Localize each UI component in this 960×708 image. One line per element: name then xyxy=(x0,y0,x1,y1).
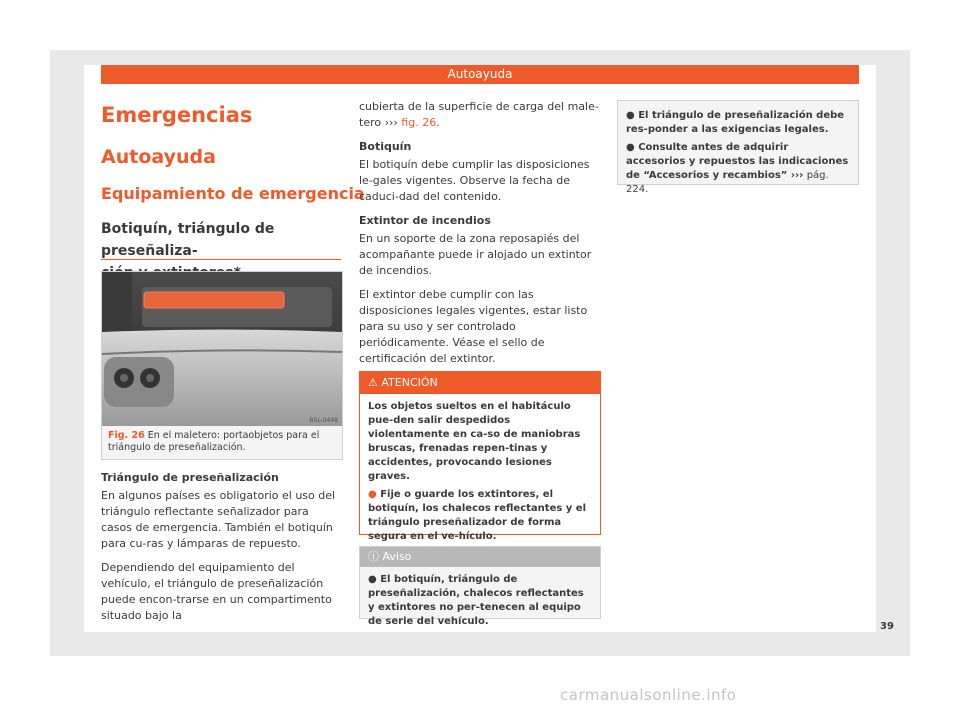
first-aid-text: El botiquín debe cumplir las disposiciones le-gales vigentes. Observe la fecha de caduci-dad del contenido. xyxy=(359,158,590,203)
warning-header xyxy=(360,372,600,394)
bullet-icon: ● xyxy=(368,574,377,585)
note-box xyxy=(359,546,601,627)
figure-label: Fig. 26 xyxy=(108,430,145,441)
column-1-body xyxy=(101,470,341,632)
ref-arrows: ››› xyxy=(384,116,398,129)
extinguisher-paragraph-2: El extintor debe cumplir con las disposiciones legales vigentes, estar listo para su uso y ser controlado periódicamente. Véase el sello de certificación del extintor. xyxy=(359,288,588,365)
note-header xyxy=(360,547,600,567)
note-text: El botiquín, triángulo de preseñalización, chalecos reflectantes y extintores no per-tenecen al equipo de serie del vehículo. xyxy=(368,574,584,627)
requirement-2 xyxy=(626,141,850,197)
bullet-icon: ● xyxy=(368,489,377,500)
extinguisher-heading: Extintor de incendios xyxy=(359,214,491,227)
fig-26-link[interactable]: fig. 26 xyxy=(401,116,437,129)
note-title: Aviso xyxy=(382,550,412,563)
continuation-period: . xyxy=(436,116,440,129)
section-title: Autoayuda xyxy=(101,146,216,168)
heading-divider xyxy=(101,259,341,260)
watermark: carmanualsonline.info xyxy=(560,686,737,704)
warning-body xyxy=(360,394,600,554)
continuation-paragraph xyxy=(359,99,601,131)
column-2-body xyxy=(359,99,601,375)
note-body xyxy=(360,567,600,635)
section-header-bar: Autoayuda xyxy=(101,65,859,84)
bullet-icon: ● xyxy=(626,110,635,121)
warning-text-2 xyxy=(368,488,592,544)
triangle-holder xyxy=(144,292,284,308)
figure-26 xyxy=(101,271,343,460)
page-number: 39 xyxy=(880,621,894,632)
requirement-2-text: Consulte antes de adquirir accesorios y repuestos las indicaciones de “Accesorios y recambios” xyxy=(626,142,849,181)
warning-box xyxy=(359,371,601,542)
triangle-paragraph-2: Dependiendo del equipamiento del vehículo, el triángulo de preseñalización puede encon-trarse en un compartimento situado bajo la xyxy=(101,561,332,622)
subsection-title: Equipamiento de emergencia xyxy=(101,184,365,203)
requirements-box xyxy=(617,100,859,195)
ref-arrows: ››› xyxy=(790,170,804,181)
warning-triangle-icon: ⚠ xyxy=(368,376,378,389)
bullet-icon: ● xyxy=(626,142,635,153)
requirements-body xyxy=(618,101,858,209)
trunk-photo xyxy=(102,272,342,426)
extinguisher-paragraph-1: En un soporte de la zona reposapiés del acompañante puede ir alojado un extintor de incendios. xyxy=(359,232,592,277)
figure-code: B5L-0448 xyxy=(309,417,338,424)
topic-title-line1: Botiquín, triángulo de preseñaliza- xyxy=(101,221,275,259)
requirement-1-text: El triángulo de preseñalización debe res-ponder a las exigencias legales. xyxy=(626,110,845,135)
triangle-heading: Triángulo de preseñalización xyxy=(101,471,279,484)
figure-caption xyxy=(108,430,336,454)
triangle-paragraph-1: En algunos países es obligatorio el uso del triángulo reflectante señalizador para casos de emergencia. También el botiquín para cu-ras y lámparas de repuesto. xyxy=(101,489,336,550)
first-aid-heading: Botiquín xyxy=(359,140,412,153)
info-icon: ⓘ xyxy=(368,550,379,563)
continuation-text: cubierta de la superficie de carga del male-tero xyxy=(359,100,599,129)
page-224-link[interactable]: pág. 224. xyxy=(626,170,829,195)
warning-title: ATENCIÓN xyxy=(381,376,438,389)
chapter-title: Emergencias xyxy=(101,103,253,127)
requirement-1 xyxy=(626,109,850,137)
warning-text-1: Los objetos sueltos en el habitáculo pue-den salir despedidos violentamente en ca-so de maniobras bruscas, frenadas repen-tinas y accidentes, provocando lesiones graves. xyxy=(368,401,581,482)
figure-caption-text: En el maletero: portaobjetos para el triángulo de preseñalización. xyxy=(108,430,320,453)
warning-bullet-text: Fije o guarde los extintores, el botiquín, los chalecos reflectantes y el triángulo preseñalizador de forma segura en el ve-hículo. xyxy=(368,489,586,542)
